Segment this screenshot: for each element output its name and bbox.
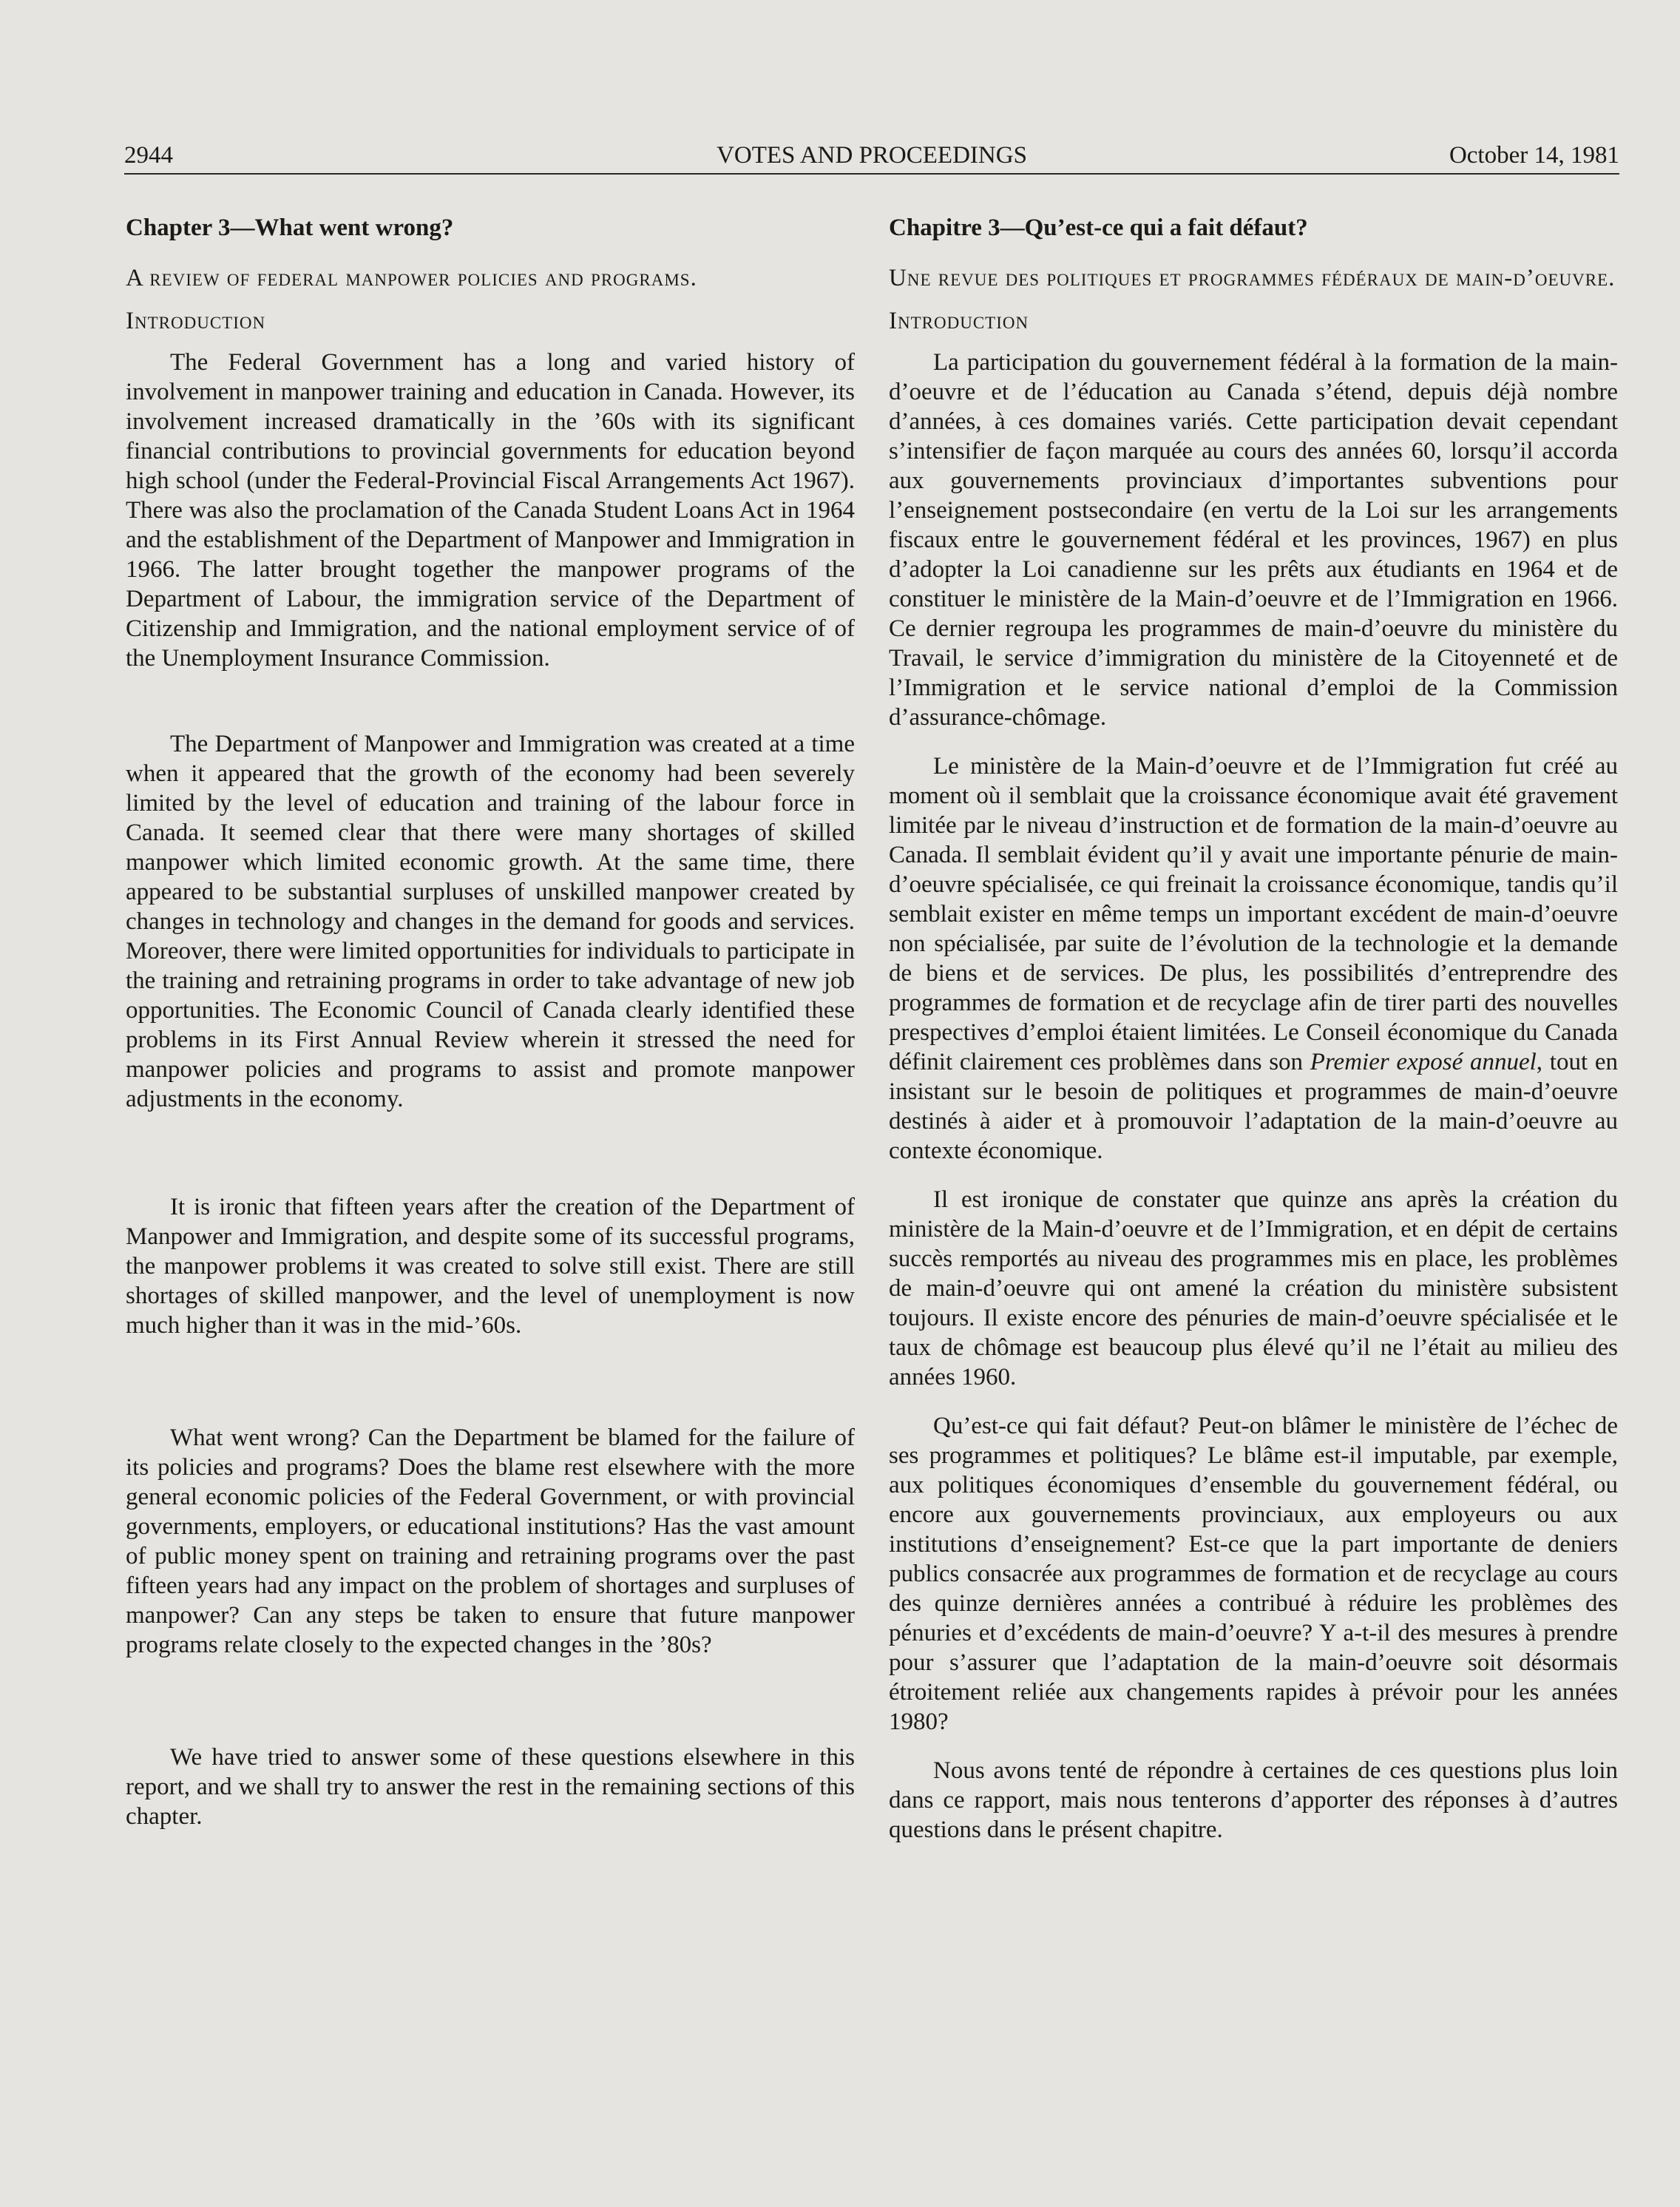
paragraph-fr-3: Il est ironique de constater que quinze ans après la création du ministère de la Main-d’oeuvre et de l’Immigration, et en dépit de certains succès remportés au niveau des programmes mis en place, les problèmes de main-d’oeuvre qui ont amené la création du ministère subsistent toujours. Il existe encore des pénuries de main-d’oeuvre spécialisée et le taux de chômage est beaucoup plus élevé qu’il ne l’était au milieu des années 1960. [889,1186,1618,1390]
paragraph-en-4: What went wrong? Can the Department be blamed for the failure of its policies and programs? Does the blame rest elsewhere with the more general economic policies of the Federal Government, or with provincial governments, employers, or educational institutions? Has the vast amount of public money spent on training and retraining programs over the past fifteen years had any impact on the problem of shortages and surpluses of manpower? Can any steps be taken to ensure that future manpower programs relate closely to the expected changes in the ’80s? [126,1424,855,1658]
page-header [124,138,1619,175]
paragraph-en-2: The Department of Manpower and Immigration was created at a time when it appeared that the growth of the economy had been severely limited by the level of education and training of the labour force in Canada. It seemed clear that there were many shortages of skilled manpower which limited economic growth. At the same time, there appeared to be substantial surpluses of unskilled manpower created by changes in technology and changes in the demand for goods and services. Moreover, there were limited opportunities for individuals to participate in the training and retraining programs in order to take advantage of new job opportunities. The Economic Council of Canada clearly identified these problems in its First Annual Review wherein it stressed the need for manpower policies and programs to assist and promote manpower adjustments in the economy. [126,731,855,1112]
paragraph-fr-2 [889,751,1618,1166]
running-title: VOTES AND PROCEEDINGS [717,142,1027,169]
french-column [889,213,1618,1845]
chapter-heading-en: Chapter 3—What went wrong? [126,214,454,241]
intro-heading-fr: Introduction [889,308,1029,334]
paragraph-fr-2-tail: , tout en insistant sur le besoin de politiques et programmes de main-d’oeuvre destinés à aider et à promouvoir l’adaptation de la main-d’oeuvre au contexte économique. [889,1049,1618,1164]
subtitle-fr: Une revue des politiques et programmes fédéraux de main-d’oeuvre. [889,265,1616,291]
paragraph-fr-1: La participation du gouvernement fédéral à la formation de la main-d’oeuvre et de l’éducation au Canada s’étend, depuis déjà nombre d’années, à ces domaines variés. Cette participation devait cependant s’intensifier de façon marquée au cours des années 60, lorsqu’il accorda aux gouvernements provinciaux d’importantes subventions pour l’enseignement postsecondaire (en vertu de la Loi sur les arrangements fiscaux entre le gouvernement fédéral et les provinces, 1967) en plus d’adopter la Loi canadienne sur les prêts aux étudiants en 1964 et de constituer le ministère de la Main-d’oeuvre et de l’Immigration en 1966. Ce dernier regroupa les programmes de main-d’oeuvre du ministère du Travail, le service d’immigration du ministère de la Citoyenneté et de l’Immigration et le service national d’emploi de la Commission d’assurance-chômage. [889,349,1618,731]
report-title-italic: Premier exposé annuel [1310,1049,1537,1075]
intro-heading-en: Introduction [126,308,266,334]
publication-date: October 14, 1981 [1449,142,1619,169]
paragraph-fr-4: Qu’est-ce qui fait défaut? Peut-on blâmer le ministère de l’échec de ses programmes et politiques? Le blâme est-il imputable, par exemple, aux politiques économiques d’ensemble du gouvernement fédéral, ou encore aux gouvernements provinciaux, aux employeurs ou aux institutions d’enseignement? Est-ce que la part importante de deniers publics consacrée aux programmes de formation et de recyclage au cours des quinze dernières années a contribué à réduire les problèmes des pénuries et d’excédents de main-d’oeuvre? Y a-t-il des mesures à prendre pour s’assurer que l’adaptation de la main-d’oeuvre soit désormais étroitement reliée aux changements rapides à prévoir pour les années 1980? [889,1413,1618,1735]
page-number: 2944 [124,142,173,169]
paragraph-en-5: We have tried to answer some of these questions elsewhere in this report, and we shall try to answer the rest in the remaining sections of this chapter. [126,1744,855,1830]
subtitle-en: A review of federal manpower policies and programs. [126,265,697,291]
paragraph-en-3: It is ironic that fifteen years after the creation of the Department of Manpower and Immigration, and despite some of its successful programs, the manpower problems it was created to solve still exist. There are still shortages of skilled manpower, and the level of unemployment is now much higher than it was in the mid-’60s. [126,1194,855,1339]
english-column [126,213,855,1831]
paragraph-fr-2-text: Le ministère de la Main-d’oeuvre et de l’Immigration fut créé au moment où il semblait que la croissance économique avait été gravement limitée par le niveau d’instruction et de formation de la main-d’oeuvre au Canada. Il semblait évident qu’il y avait une importante pénurie de main-d’oeuvre spécialisée, ce qui freinait la croissance économique, tandis qu’il semblait exister en même temps un important excédent de main-d’oeuvre non spécialisée, par suite de l’évolution de la technologie et la demande de biens et de services. De plus, les possibilités d’entreprendre des programmes de formation et de recyclage afin de tirer parti des nouvelles prespectives d’emploi étaient limitées. Le Conseil économique du Canada définit clairement ces problèmes dans son [889,753,1618,1075]
paragraph-en-1: The Federal Government has a long and varied history of involvement in manpower training and education in Canada. However, its involvement increased dramatically in the ’60s with its significant financial contributions to provincial governments for education beyond high school (under the Federal-Provincial Fiscal Arrangements Act 1967). There was also the proclamation of the Canada Student Loans Act in 1964 and the establishment of the Department of Manpower and Immigration in 1966. The latter brought together the manpower programs of the Department of Labour, the immigration service of the Department of Citizenship and Immigration, and the national employment service of of the Unemployment Insurance Commission. [126,349,855,672]
chapter-heading-fr: Chapitre 3—Qu’est-ce qui a fait défaut? [889,214,1308,241]
paragraph-fr-5: Nous avons tenté de répondre à certaines de ces questions plus loin dans ce rapport, mais nous tenterons d’apporter des réponses à d’autres questions dans le présent chapitre. [889,1757,1618,1843]
